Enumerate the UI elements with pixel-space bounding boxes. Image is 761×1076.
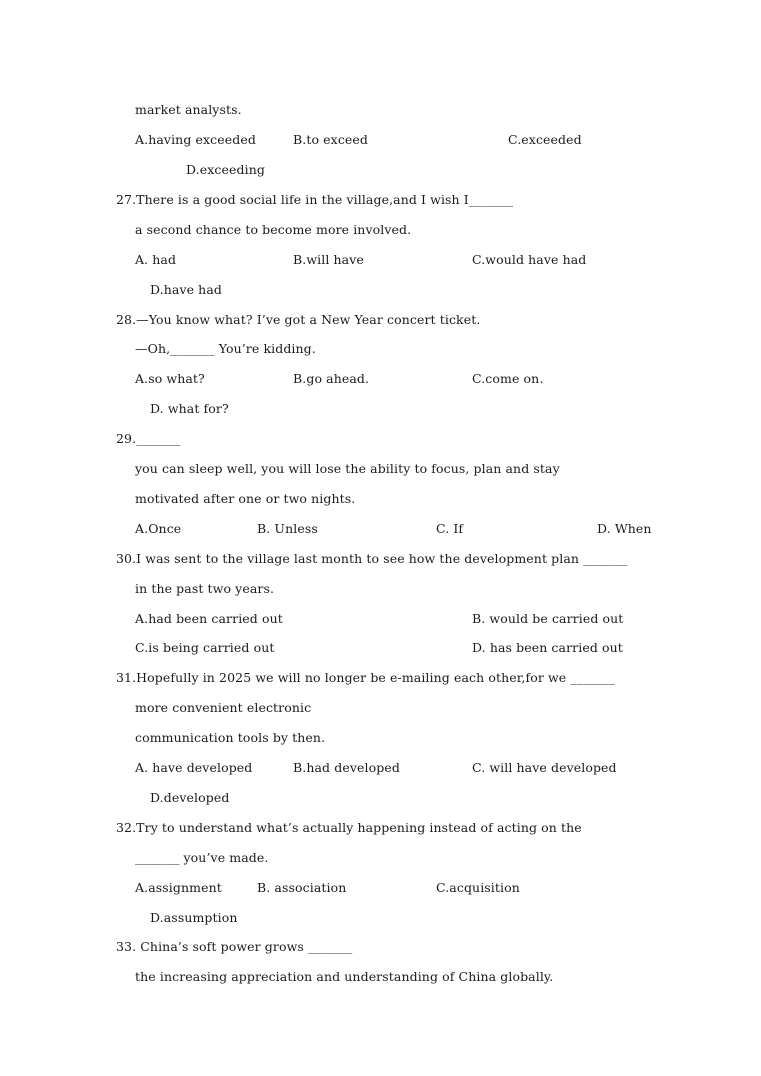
q27-option-a: A. had	[135, 252, 177, 267]
q28-option-c: C.come on.	[472, 371, 544, 386]
q31-option-c: C. will have developed	[472, 760, 617, 775]
q32-stem: 32.Try to understand what’s actually happening instead of acting on the	[116, 820, 582, 835]
q30-option-a: A.had been carried out	[135, 611, 283, 626]
q29-option-a: A.Once	[135, 521, 182, 536]
q31-stem: 31.Hopefully in 2025 we will no longer be e-mailing each other,for we _______	[116, 670, 615, 685]
q26-option-a: A.having exceeded	[135, 132, 256, 147]
q31-option-b: B.had developed	[293, 760, 400, 775]
q27-option-b: B.will have	[293, 252, 364, 267]
q30-continuation: in the past two years.	[135, 581, 275, 596]
q30-option-d: D. has been carried out	[472, 640, 623, 655]
q32-option-c: C.acquisition	[436, 880, 520, 895]
q28-option-d: D. what for?	[150, 401, 229, 416]
q29-option-c: C. If	[436, 521, 464, 536]
q28-continuation: —Oh,_______ You’re kidding.	[135, 341, 316, 356]
q27-option-c: C.would have had	[472, 252, 587, 267]
q29-continuation-1: you can sleep well, you will lose the ability to focus, plan and stay	[135, 461, 560, 476]
q32-option-b: B. association	[257, 880, 347, 895]
q27-continuation: a second chance to become more involved.	[135, 222, 412, 237]
q26-option-b: B.to exceed	[293, 132, 369, 147]
q29-option-d: D. When	[597, 521, 652, 536]
q33-stem: 33. China’s soft power grows _______	[116, 939, 353, 954]
q32-option-a: A.assignment	[135, 880, 222, 895]
q30-stem: 30.I was sent to the village last month to see how the development plan _______	[116, 551, 628, 566]
q30-option-b: B. would be carried out	[472, 611, 624, 626]
q28-option-a: A.so what?	[135, 371, 205, 386]
q31-option-a: A. have developed	[135, 760, 253, 775]
q33-continuation: the increasing appreciation and understanding of China globally.	[135, 969, 554, 984]
q29-stem: 29._______	[116, 431, 181, 446]
q29-option-b: B. Unless	[257, 521, 318, 536]
q26-option-d: D.exceeding	[186, 162, 265, 177]
q31-continuation-2: communication tools by then.	[135, 730, 326, 745]
q27-option-d: D.have had	[150, 282, 222, 297]
q29-continuation-2: motivated after one or two nights.	[135, 491, 356, 506]
q31-continuation-1: more convenient electronic	[135, 700, 312, 715]
q32-continuation: _______ you’ve made.	[135, 850, 269, 865]
q28-option-b: B.go ahead.	[293, 371, 370, 386]
q32-option-d: D.assumption	[150, 910, 238, 925]
q27-stem: 27.There is a good social life in the village,and I wish I_______	[116, 192, 514, 207]
q28-stem: 28.—You know what? I’ve got a New Year concert ticket.	[116, 312, 481, 327]
q26-continuation: market analysts.	[135, 102, 242, 117]
q26-option-c: C.exceeded	[508, 132, 582, 147]
q31-option-d: D.developed	[150, 790, 230, 805]
q30-option-c: C.is being carried out	[135, 640, 275, 655]
